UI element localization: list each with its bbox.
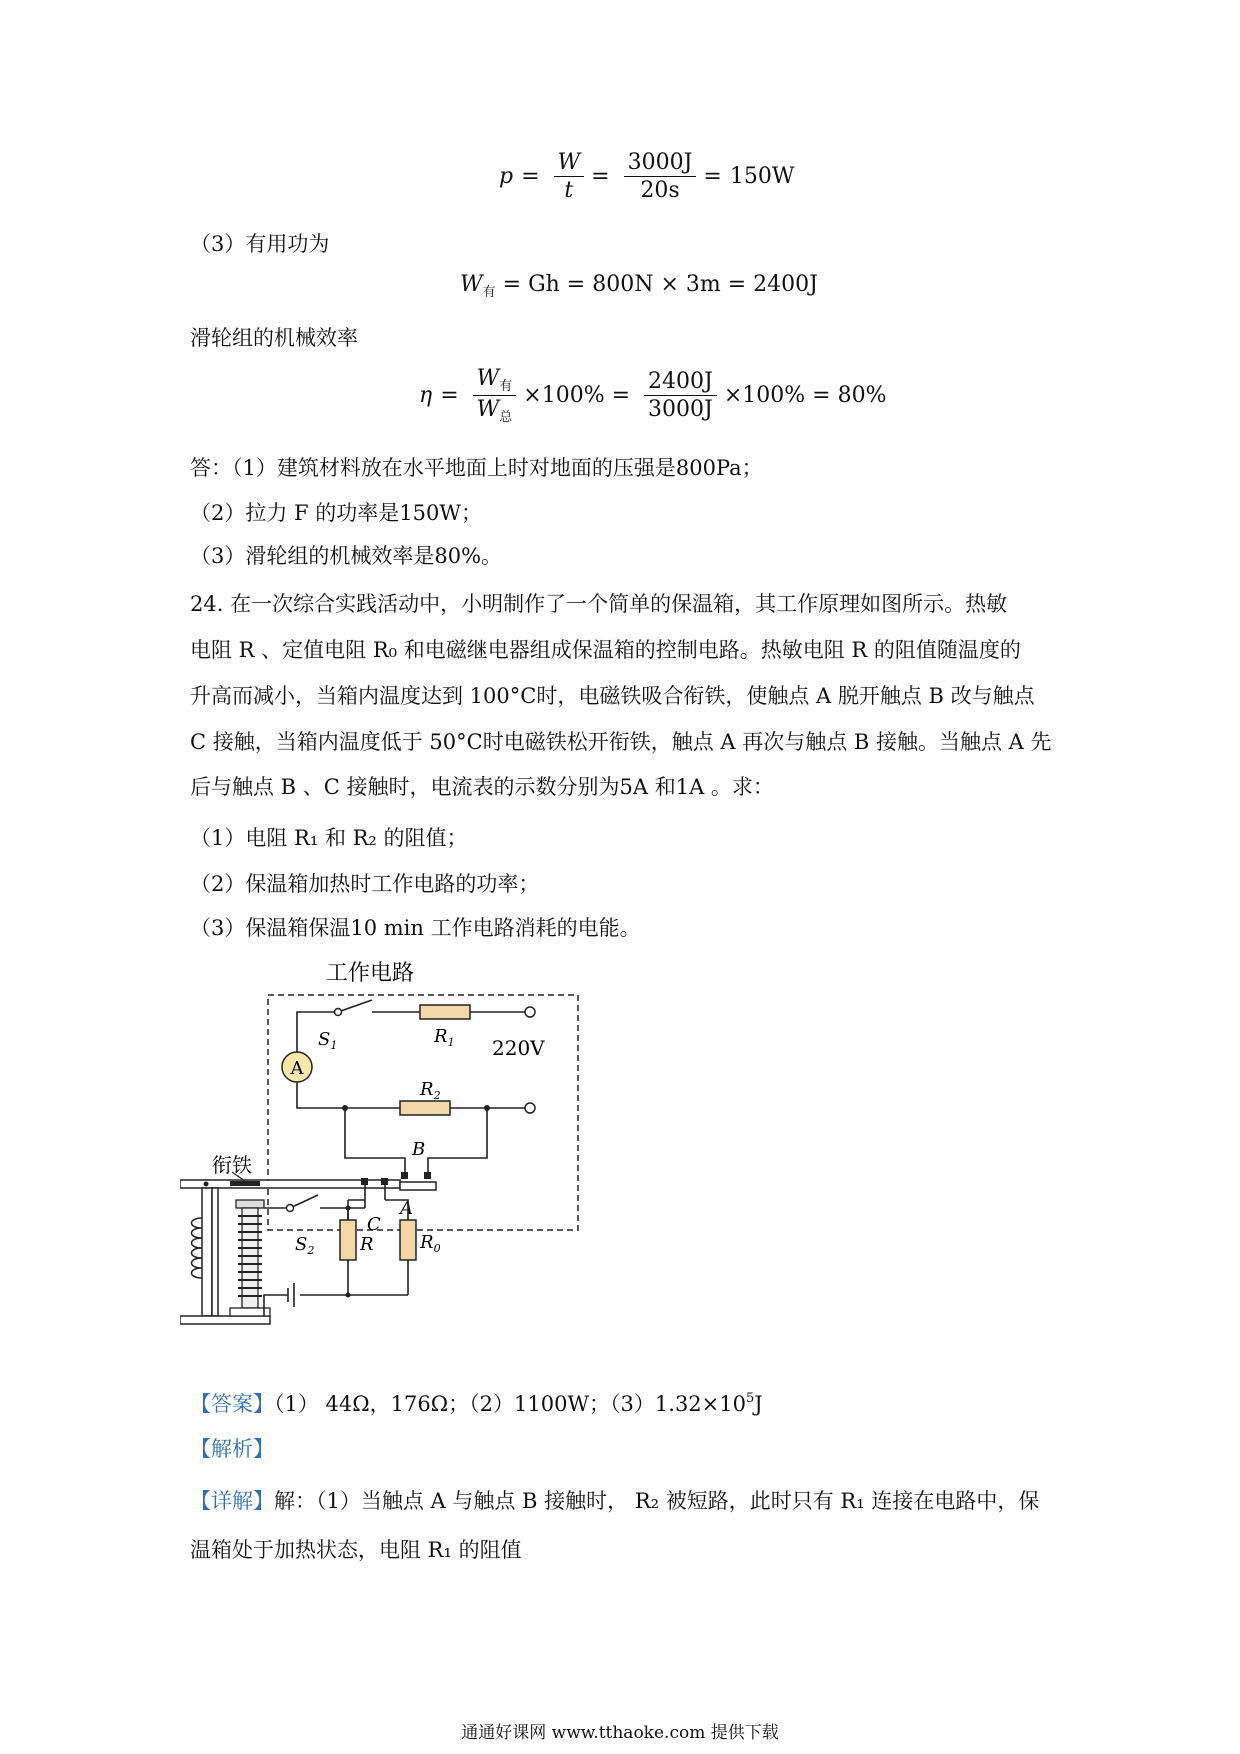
question-part-3: （3）保温箱保温10 min 工作电路消耗的电能。	[190, 916, 641, 940]
circuit-diagram	[180, 950, 600, 1330]
s2-pivot	[287, 1205, 294, 1212]
detail-line-2: 温箱处于加热状态，电阻 R₁ 的阻值	[190, 1538, 522, 1562]
working-circuit-title: 工作电路	[325, 961, 415, 986]
question-line-2: 电阻 R 、定值电阻 R₀ 和电磁继电器组成保温箱的控制电路。热敏电阻 R 的阻值随温度的	[190, 638, 1021, 662]
efficiency-equation: η = $\frac{W_有}{W_总}$ ×100% = $\frac{2400J}{3000J}$ ×100% = 80%	[419, 366, 887, 425]
voltage-label: 220V	[492, 1036, 545, 1060]
fraction-values: $\frac{3000J}{20s}$	[624, 150, 697, 203]
r0-label: $R_0$	[420, 1232, 441, 1255]
answer-line: 【答案】（1） 44Ω，176Ω；（2）1100W；$(3)1.32\times 10^5J$	[190, 1391, 763, 1416]
contact-a-arm	[400, 1182, 436, 1190]
contact-c-left	[361, 1178, 368, 1185]
detail-line-1: 【详解】解：（1）当触点 A 与触点 B 接触时， R₂ 被短路，此时只有 R₁ 连接在电路中，保	[190, 1489, 1040, 1513]
analysis-tag: 【解析】	[190, 1437, 274, 1461]
s1-label: $S_1$	[318, 1029, 338, 1052]
thermistor-r	[340, 1220, 356, 1260]
spring	[192, 1218, 203, 1278]
pivot	[204, 1182, 209, 1187]
r1-label: $R_1$	[434, 1026, 455, 1049]
s1-pivot	[335, 1009, 342, 1016]
efficiency-label: 滑轮组的机械效率	[190, 326, 358, 350]
terminal-top	[525, 1007, 535, 1017]
r-label: R	[360, 1234, 374, 1255]
r2-label: $R_2$	[420, 1079, 441, 1102]
contact-c-right	[381, 1178, 388, 1185]
contact-b-right	[424, 1172, 431, 1179]
contact-a-label: A	[400, 1198, 413, 1219]
answer-tag: 【答案】	[190, 1392, 274, 1416]
contact-c-label: C	[367, 1214, 381, 1235]
junction-right	[484, 1105, 490, 1111]
terminal-bottom	[525, 1103, 535, 1113]
r1-resistor	[420, 1005, 470, 1019]
fraction-w-over-t: $\frac{W}{t}$	[554, 150, 585, 203]
contact-b-label: B	[412, 1139, 426, 1160]
power-equation: p = $\frac{W}{t}$ = $\frac{3000J}{20s}$ = 150W	[499, 150, 795, 203]
top-branch	[297, 1000, 525, 1172]
eq-power-result: 150W	[729, 164, 795, 189]
question-line-3: 升高而减小，当箱内温度达到 100°C时，电磁铁吸合衔铁，使触点 A 脱开触点 B 改与触点	[190, 684, 1035, 708]
armature-label: 衔铁	[212, 1153, 252, 1177]
useful-work-equation: $W_有 = Gh = 800N \times 3m = 2400J$	[460, 272, 818, 300]
question-part-1: （1）电阻 R₁ 和 R₂ 的阻值；	[190, 826, 468, 850]
junction-left	[342, 1105, 348, 1111]
question-line-5: 后与触点 B 、C 接触时，电流表的示数分别为5A 和1A 。求：	[190, 775, 774, 799]
question-line-4: C 接触，当箱内温度低于 50°C时电磁铁松开衔铁，触点 A 再次与触点 B 接触。当触点 A 先	[190, 730, 1052, 754]
r2-resistor	[400, 1101, 450, 1115]
prev-answer-3: （3）滑轮组的机械效率是80%。	[190, 544, 503, 568]
s2-label: $S_2$	[295, 1234, 315, 1257]
fraction-values: $\frac{2400J}{3000J}$	[644, 369, 717, 422]
question-part-2: （2）保温箱加热时工作电路的功率；	[190, 872, 540, 896]
eq-power-lhs: p	[499, 164, 514, 189]
fraction-wyou-over-wzong: $\frac{W_有}{W_总}$	[473, 366, 517, 425]
detail-tag: 【详解】	[190, 1489, 274, 1513]
core-top	[236, 1200, 264, 1208]
fixed-resistor-r0	[400, 1220, 416, 1260]
control-circuit	[264, 1185, 408, 1316]
prev-answer-1: 答：（1）建筑材料放在水平地面上时对地面的压强是800Pa；	[190, 456, 763, 480]
step3-label: （3）有用功为	[190, 232, 330, 256]
prev-answer-2: （2）拉力 F 的功率是150W；	[190, 501, 482, 525]
ammeter-label: A	[290, 1058, 304, 1079]
armature-iron	[230, 1181, 260, 1186]
page-footer: 通通好课网 www.tthaoke.com 提供下载	[461, 1723, 779, 1743]
question-line-1: 24. 在一次综合实践活动中，小明制作了一个简单的保温箱，其工作原理如图所示。热敏	[190, 592, 1008, 616]
contact-b-left	[401, 1172, 408, 1179]
